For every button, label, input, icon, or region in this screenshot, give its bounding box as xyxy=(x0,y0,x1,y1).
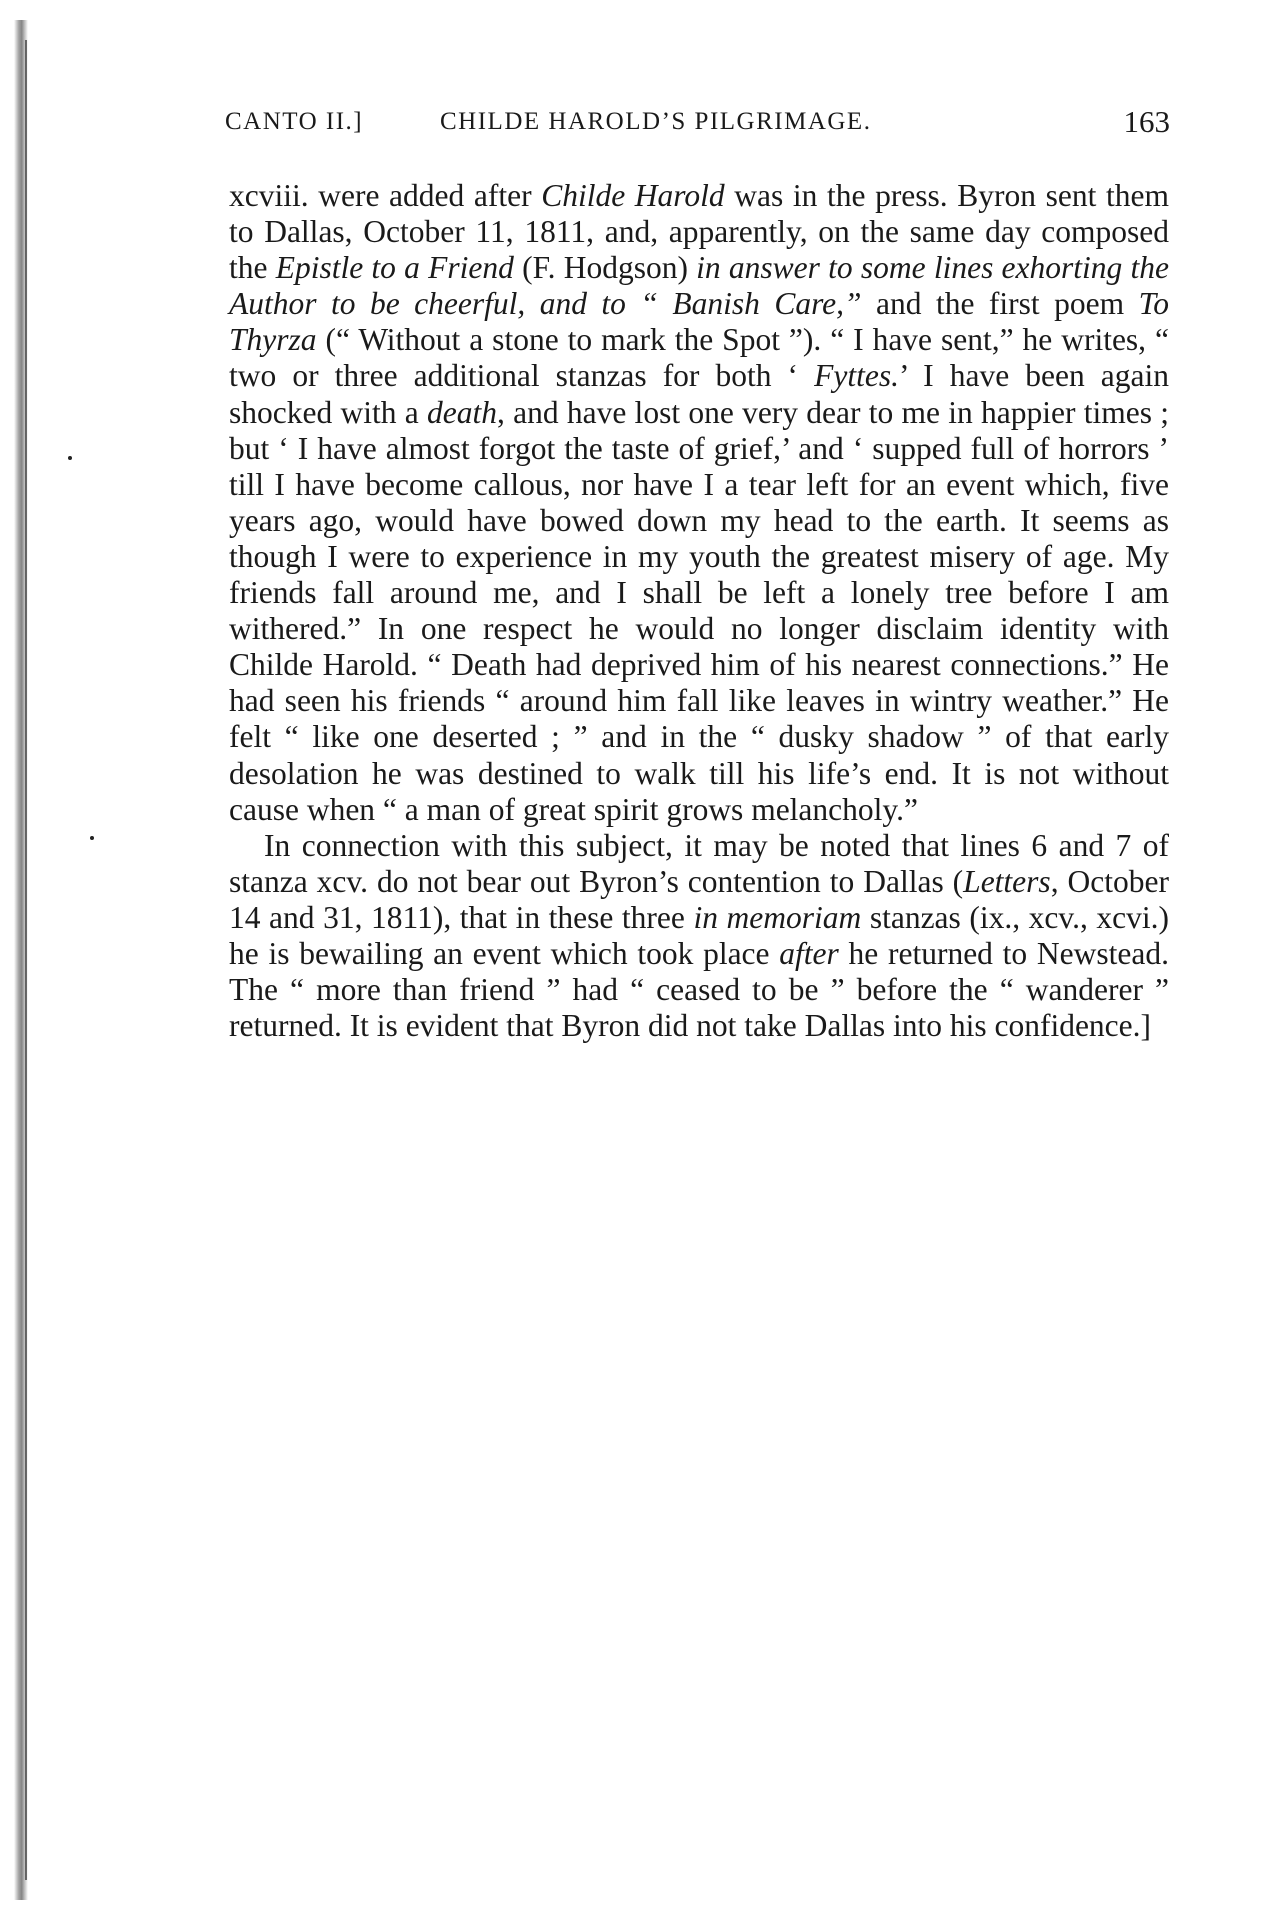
text-run-italic: in answer to some lines exhorting the Author to be cheerful, and to “ Banish Care,” xyxy=(229,250,1169,322)
page-binding-line xyxy=(25,40,27,1880)
paragraph xyxy=(229,828,1169,1045)
text-run-italic: To Thyrza xyxy=(229,286,1169,358)
text-run-italic: Epistle to a Friend xyxy=(275,250,514,286)
text-run: and the first poem xyxy=(861,286,1139,322)
text-run: , and have lost one very dear to me in happier times ; but ‘ I have almost forgot the taste of grief,’ and ‘ supped full of horrors ’ till I have become callous, nor have I a tear left for an event which, five years ago, would have bowed down my head to the earth. It seems as though I were to experience in my youth the greatest misery of age. My friends fall around me, and I shall be left a lonely tree before I am withered.” In one respect he would no longer disclaim identity with Childe Harold. “ Death had deprived him of his nearest connections.” He had seen his friends “ around him fall like leaves in wintry weather.” He felt “ like one deserted ; ” and in the “ dusky shadow ” of that early desolation he was destined to walk till his life’s end. It is not without cause when “ a man of great spirit grows melancholy.” xyxy=(229,394,1169,827)
text-run: he returned to Newstead. The “ more than friend ” had “ ceased to be ” before the “ wanderer ” returned. It is evident that Byron did not take Dallas into his confidence.] xyxy=(229,935,1169,1044)
text-run: In connection with this subject, it may be noted that lines 6 and 7 of stanza xcv. do not bear out Byron’s contention to Dallas ( xyxy=(229,827,1169,899)
running-header xyxy=(225,104,1170,148)
text-run-italic: Fyttes. xyxy=(814,358,899,394)
body-text xyxy=(229,178,1169,1044)
text-run: was in the press. Byron sent them to Dallas, October 11, 1811, and, apparently, on the same day composed the xyxy=(229,178,1170,286)
canto-label: CANTO II.] xyxy=(225,108,364,135)
text-run: xcviii. were added after xyxy=(229,178,542,213)
text-run-italic: Letters xyxy=(963,863,1051,899)
text-run: , October 14 and 31, 1811), that in these three xyxy=(229,863,1169,935)
running-title: CHILDE HAROLD’S PILGRIMAGE. xyxy=(440,108,872,135)
text-run: ’ I have been again shocked with a xyxy=(229,358,1169,430)
text-run: (F. Hodgson) xyxy=(513,250,697,286)
text-run-italic: death xyxy=(426,394,497,430)
paragraph xyxy=(229,178,1169,828)
text-run: stanzas (ix., xcv., xcvi.) he is bewailing an event which took place xyxy=(229,899,1169,971)
text-run-italic: in memoriam xyxy=(693,899,862,935)
text-run: (“ Without a stone to mark the Spot ”). “ I have sent,” he writes, “ two or three additional stanzas for both ‘ xyxy=(229,322,1169,394)
text-run-italic: after xyxy=(779,935,839,971)
text-run-italic: Childe Harold xyxy=(541,178,725,213)
ink-speck xyxy=(68,456,72,460)
ink-speck xyxy=(90,836,94,840)
page-number: 163 xyxy=(1123,104,1170,139)
